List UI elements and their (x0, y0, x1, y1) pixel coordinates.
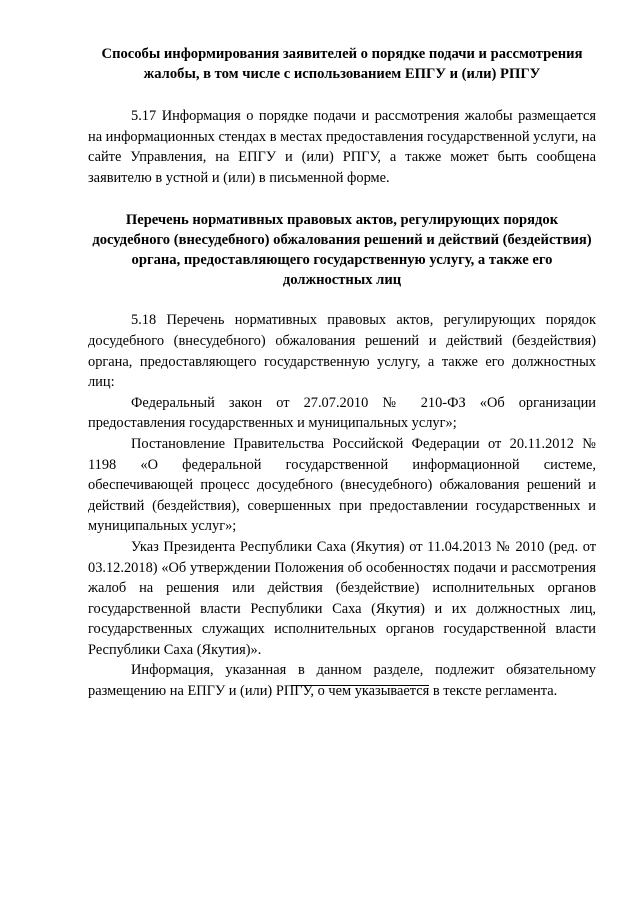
section-heading-complaint-information: Способы информирования заявителей о порядке подачи и рассмотрения жалобы, в том числе с использованием ЕПГУ и (или) РПГУ (101, 46, 583, 82)
paragraph-5-18-intro: 5.18 Перечень нормативных правовых актов, регулирующих порядок досудебного (внесудебного) обжалования решений и действий (бездействия) органа, предоставляющего государственную услугу, а также его должностных лиц: (88, 312, 596, 391)
document-page (88, 44, 596, 702)
regulatory-act-item: Указ Президента Республики Саха (Якутия) от 11.04.2013 № 2010 (ред. от 03.12.2018) «Об утверждении Положения об особенностях подачи и рассмотрения жалоб на решения или действия (бездействие) исполнительных органов государственной власти Республики Саха (Якутия) и их должностных лиц, государственных служащих исполнительных органов государственной власти Республики Саха (Якутия)». (88, 538, 596, 658)
regulatory-act-item: Федеральный закон от 27.07.2010 № 210-ФЗ «Об организации предоставления государственных и муниципальных услуг»; (88, 394, 596, 432)
regulatory-act-item: Постановление Правительства Российской Федерации от 20.11.2012 № 1198 «О федеральной государственной информационной системе, обеспечивающей процесс досудебного (внесудебного) обжалования решений и действий (бездействия), совершенных при предоставлении государственных и муниципальных услуг»; (88, 435, 596, 535)
paragraph-5-17: 5.17 Информация о порядке подачи и рассмотрения жалобы размещается на информационных стендах в местах предоставления государственной услуги, на сайте Управления, на ЕПГУ и (или) РПГУ, а также может быть сообщена заявителю в устной и (или) в письменной форме. (88, 108, 596, 186)
section-heading-regulatory-acts: Перечень нормативных правовых актов, регулирующих порядок досудебного (внесудебного) обжалования решений и действий (бездействия) органа, предоставляющего государственную услугу, а также его должностных лиц (92, 212, 592, 289)
paragraph-closing-note: Информация, указанная в данном разделе, подлежит обязательному размещению на ЕПГУ и (или) РПГУ, о чем указывается в тексте регламента. (88, 662, 596, 700)
end-of-section-rule (291, 685, 429, 686)
